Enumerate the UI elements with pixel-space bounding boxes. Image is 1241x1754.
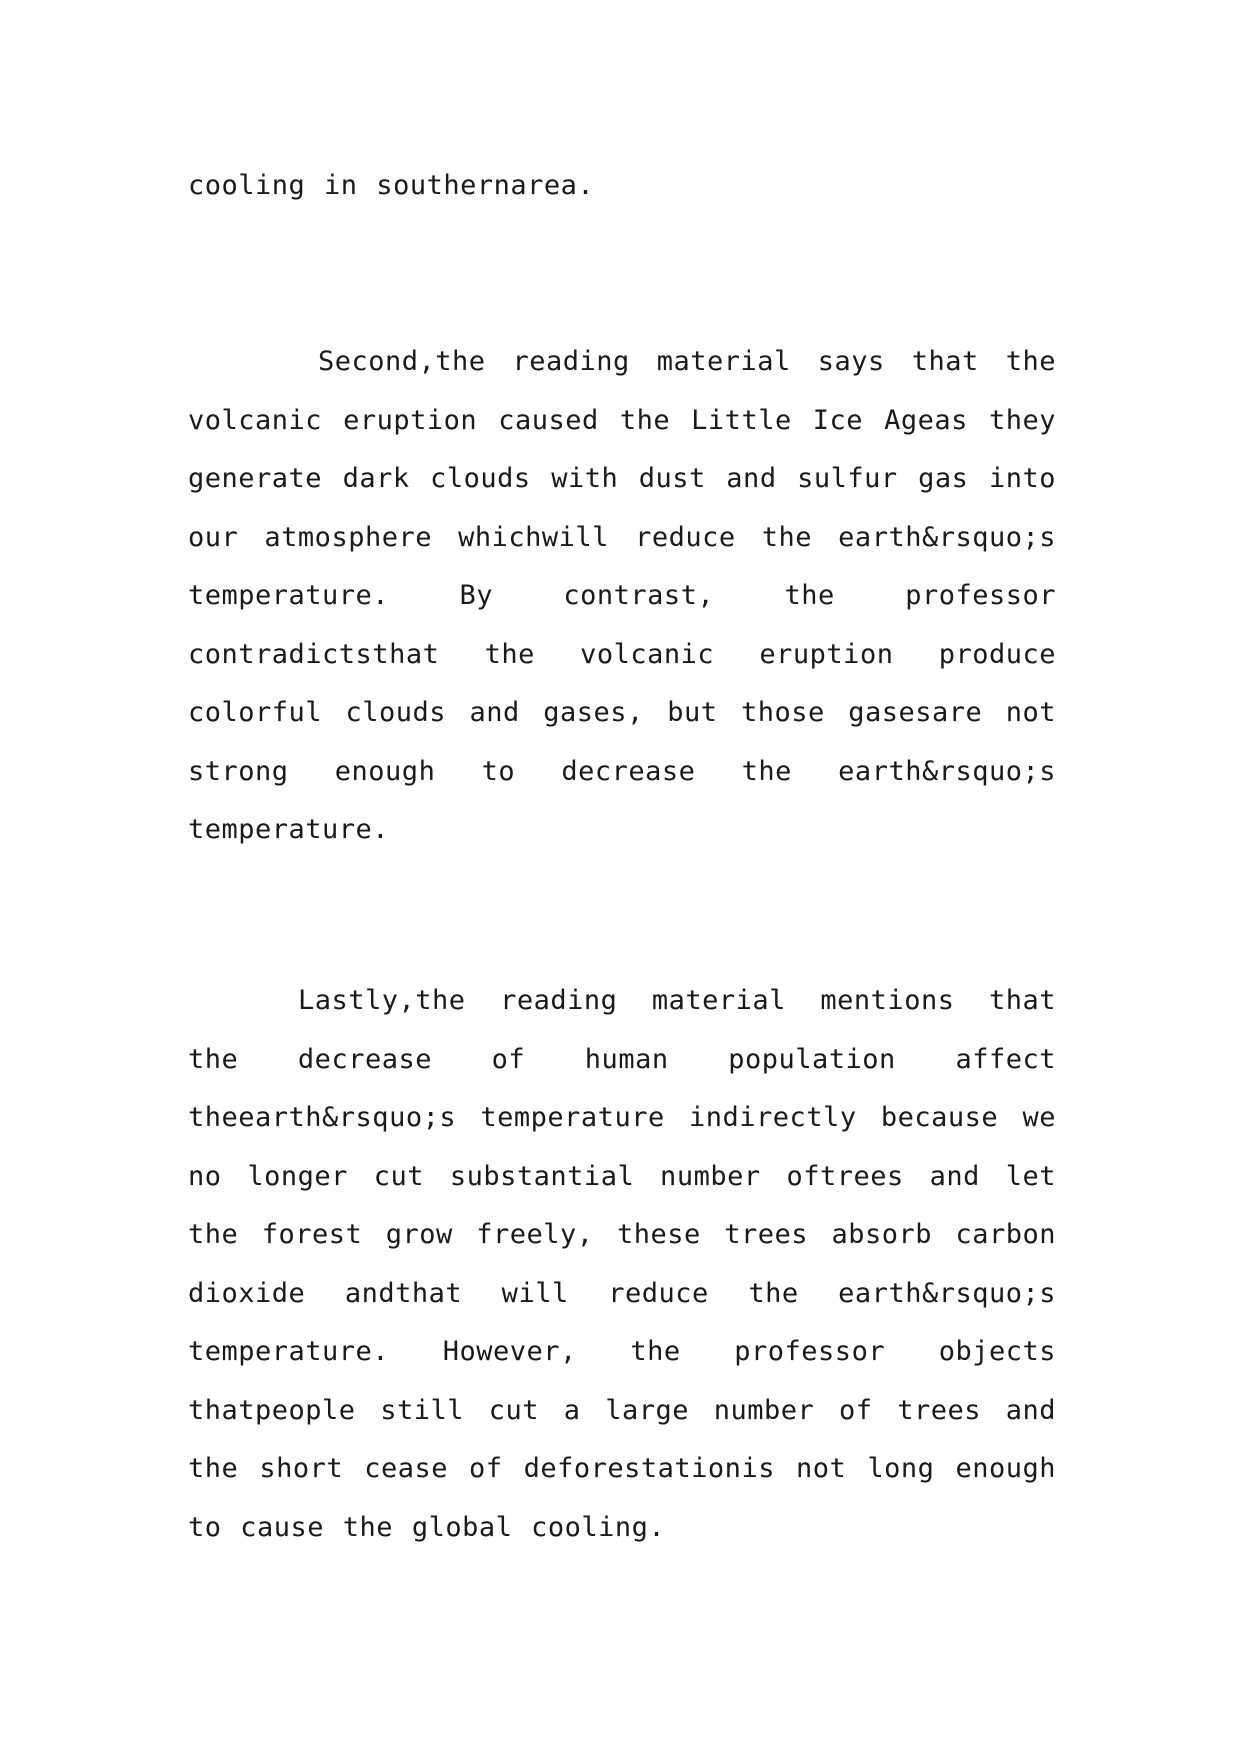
paragraph-second-point: Second,the reading material says that the volcanic eruption caused the Little Ice Ageas they generate dark clouds with dust and sulfur gas into our atmosphere whichwill reduce the earth&rsquo;s temperature. By contrast, the professor contradictsthat the volcanic eruption produce colorful clouds and gases, but those gasesare not strong enough to decrease the earth&rsquo;s temperature. (188, 346, 1056, 845)
paragraph-continuation: cooling in southernarea. (188, 170, 595, 201)
paragraph-third-point: Lastly,the reading material mentions that the decrease of human population affect theearth&rsquo;s temperature indirectly because we no longer cut substantial number oftrees and let the forest grow freely, these trees absorb carbon dioxide andthat will reduce the earth&rsquo;s temperature. However, the professor objects thatpeople still cut a large number of trees and the short cease of deforestationis not long enough to cause the global cooling. (188, 985, 1056, 1543)
